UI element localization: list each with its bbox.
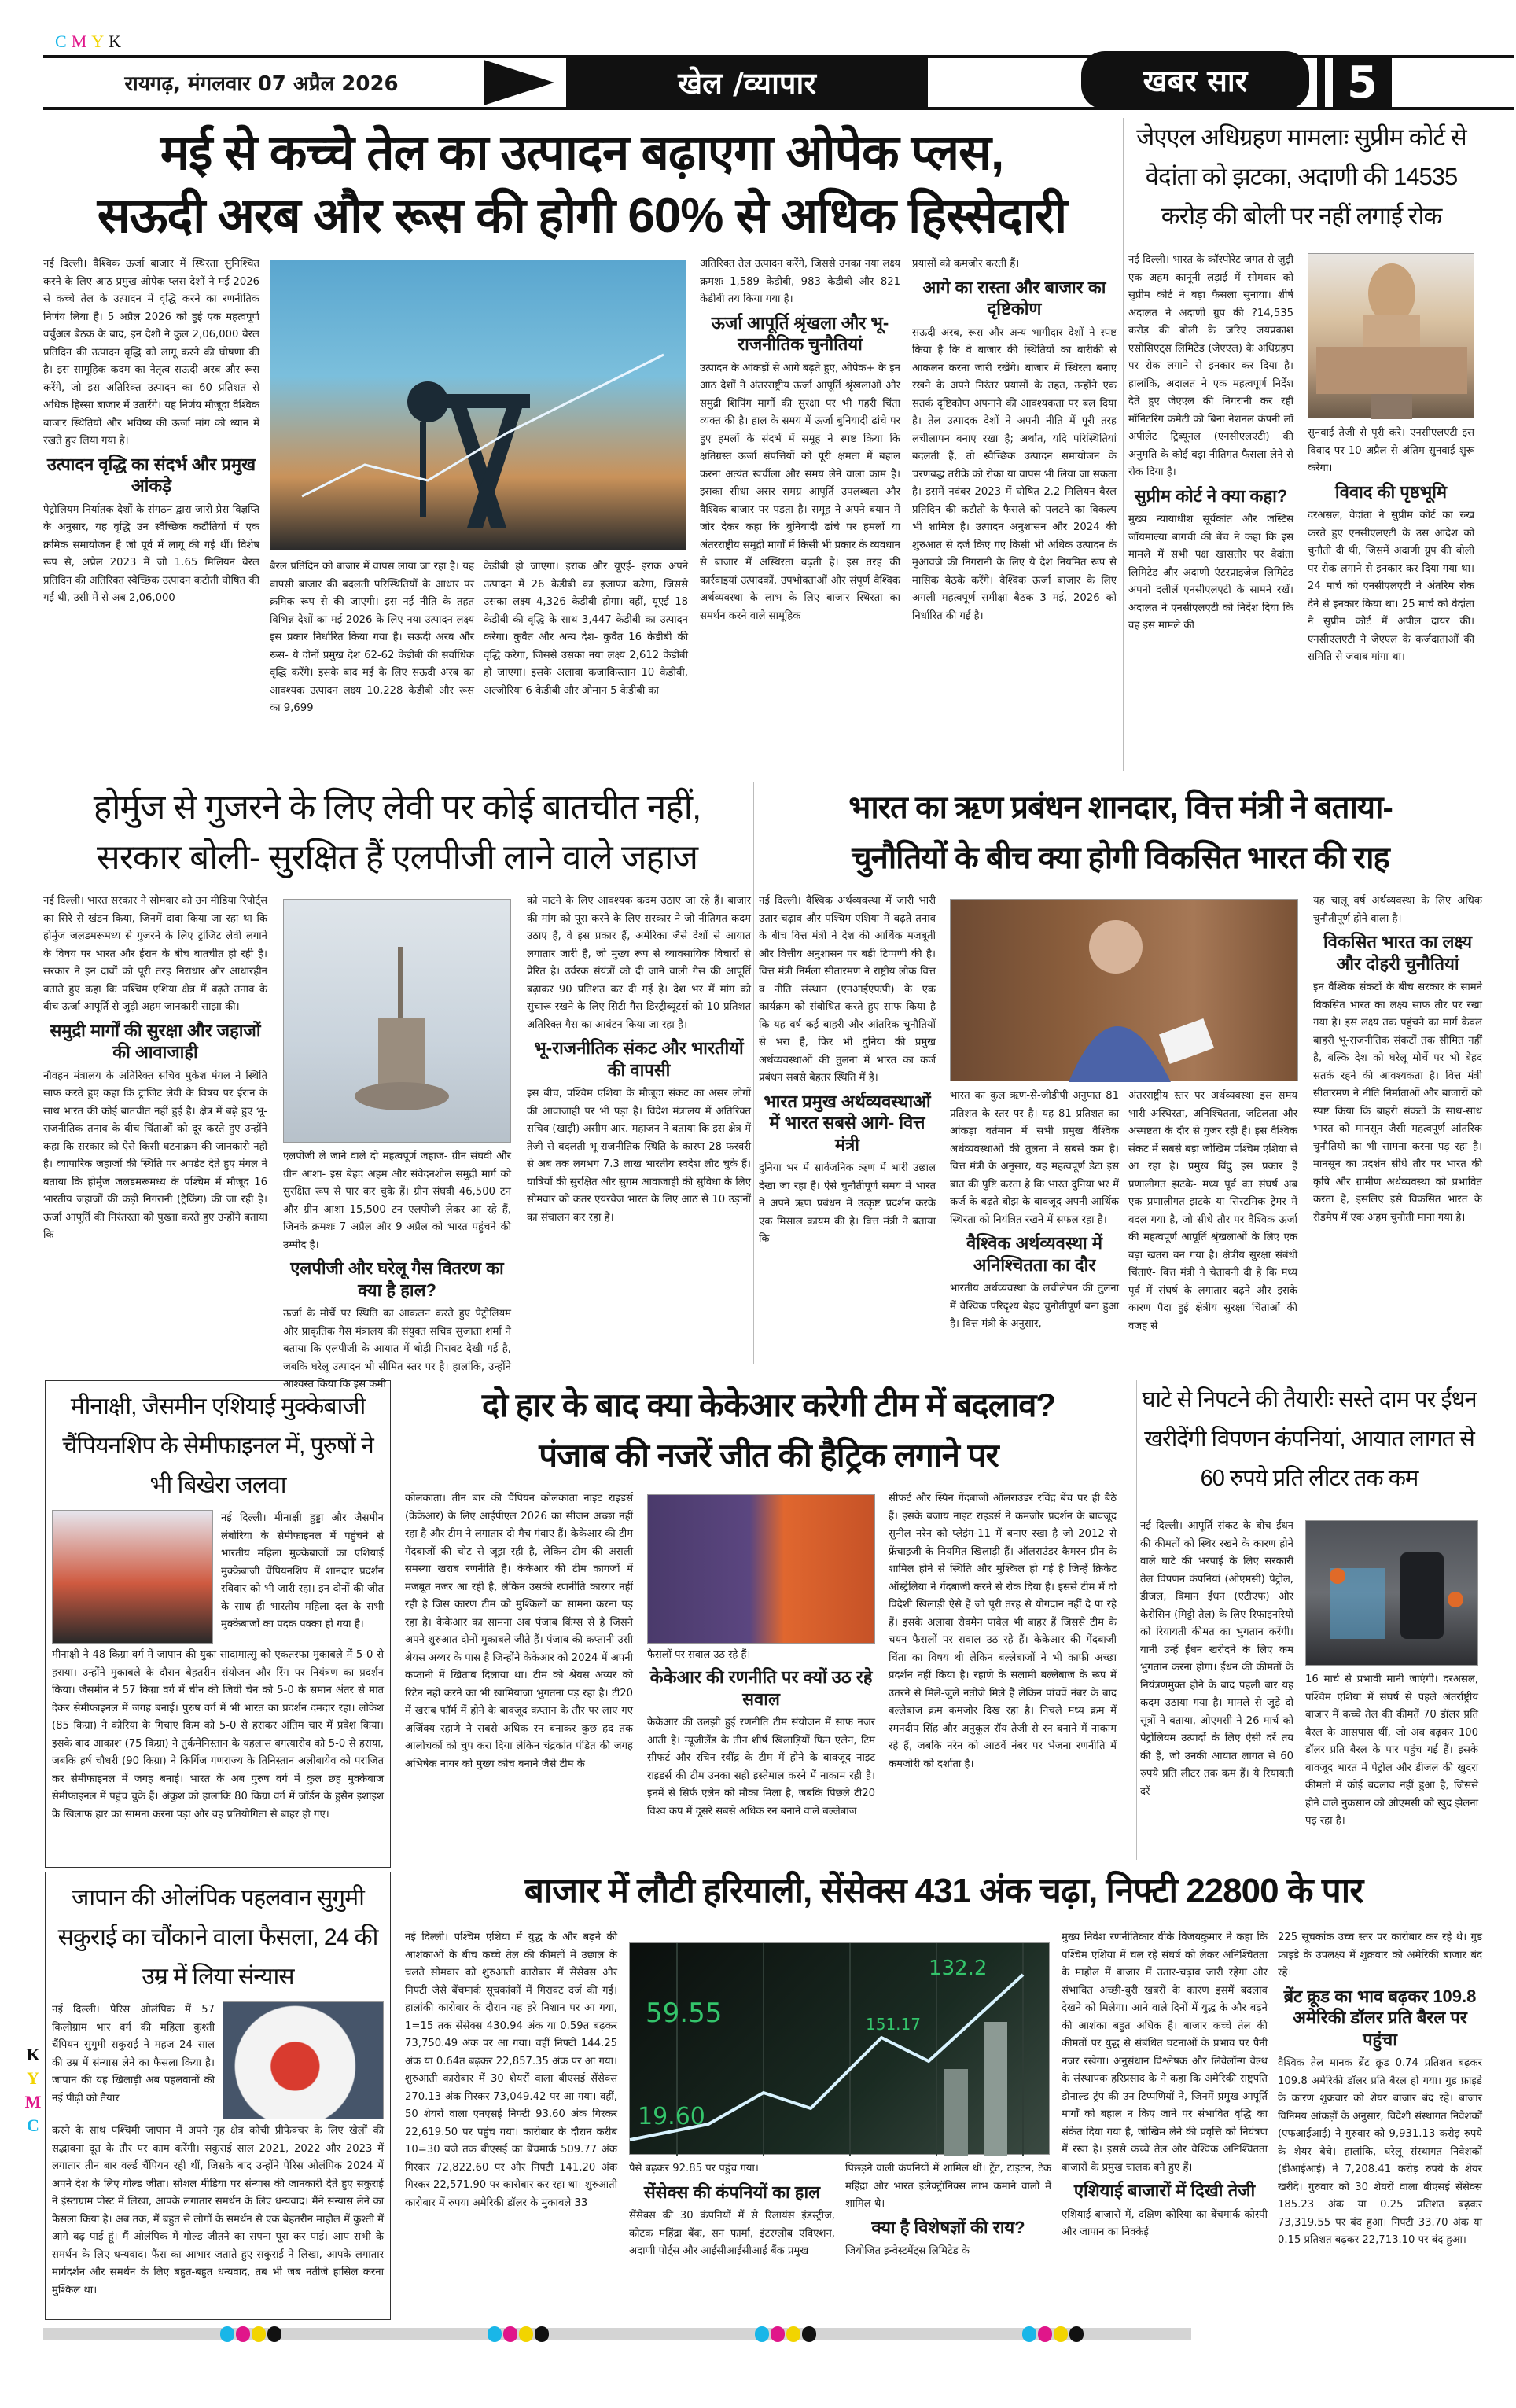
column — [647, 1648, 875, 1860]
headline: मीनाक्षी, जैसमीन एशियाई मुक्केबाजी चैंपियनशिप के सेमीफाइनल में, पुरुषों ने भी बिखेरा जलवा — [62, 1394, 373, 1498]
story-vedanta — [1128, 118, 1474, 771]
chart-label: 132.2 — [929, 1957, 988, 1980]
body-text: भारतीय अर्थव्यवस्था के लचीलेपन की तुलना में वैश्विक परिदृश्य बेहद चुनौतीपूर्ण बना हुआ है। वित्त मंत्री के अनुसार, — [950, 1283, 1119, 1330]
story-fuel — [1140, 1380, 1478, 1860]
cmyk-c: C — [27, 2115, 39, 2135]
column — [1140, 1518, 1293, 1860]
body-text: 225 सूचकांक उच्च स्तर पर कारोबार कर रहे थे। गुड फ्राइडे के उपलक्ष्य में शुक्रवार को अमेरिकी बाजार बंद रहे। — [1278, 1931, 1482, 1979]
body-text: प्रयासों को कमजोर करती हैं। — [912, 258, 1020, 270]
column — [950, 1088, 1119, 1364]
body-text: अंतरराष्ट्रीय स्तर पर अर्थव्यवस्था इस समय भारी अस्थिरता, अनिश्चितता, जटिलता और अस्पष्टता के दौर से गुजर रही है। इस वैश्विक संकट में सबसे बड़ा जोखिम पश्चिम एशिया से आ रहा है। प्रमुख बिंदु इस प्रकार हैं प्रणालीगत झटके- मध्य पूर्व का संघर्ष अब एक प्रणालीगत झटके या सिस्टमिक ट्रेमर में बदल गया है, जो सीधे तौर पर वैश्विक ऊर्जा की महत्वपूर्ण आपूर्ति श्रृंखलाओं के लिए एक बड़ा खतरा बन गया है। क्षेत्रीय सुरक्षा संबंधी चिंताएं- वित्त मंत्री ने चेतावनी दी है कि मध्य पूर्व में संघर्ष के लगातार बढ़ने और इसके कारण पैदा हुई क्षेत्रीय सुरक्षा चिंताओं की वजह से — [1128, 1090, 1297, 1332]
stock-chart-photo — [629, 1942, 1050, 2155]
story-sensex — [405, 1868, 1482, 2324]
subheading: आगे का रास्ता और बाजार का दृष्टिकोण — [922, 277, 1106, 318]
cmyk-y: Y — [27, 2068, 39, 2088]
wrestler-with-flag-photo — [223, 2001, 384, 2119]
body-text: अतिरिक्त तेल उत्पादन करेंगे, जिससे उनका नया लक्ष्य क्रमशः 1,589 केडीबी, 983 केडीबी और 821 केडीबी तय किया गया है। — [700, 258, 900, 305]
column — [629, 2160, 835, 2321]
divider — [1317, 58, 1325, 107]
subheading: उत्पादन वृद्धि का संदर्भ और प्रमुख आंकड़े — [46, 454, 256, 495]
body-text: इन वैश्विक संकटों के बीच सरकार के सामने विकसित भारत का लक्ष्य साफ तौर पर रखा गया है। इस लक्ष्य तक पहुंचने का मार्ग केवल बाहरी भू-राजनीतिक संकटों तक सीमित नहीं है, बल्कि देश को घरेलू मोर्चे पर भी बेहद सतर्क रहने की आवश्यकता है। वित्त मंत्री सीतारमण ने नीति निर्माताओं और बाजारों को स्पष्ट किया कि बाहरी संकटों के साथ-साथ भारत को मानसून जैसी महत्वपूर्ण आंतरिक चुनौतियों का भी सामना करना पड़ रहा है। मानसून का प्रदर्शन सीधे तौर पर भारत की कृषि और ग्रामीण अर्थव्यवस्था को प्रभावित करता है, इसलिए इसे विकसित भारत के रोडमैप में एक अहम चुनौती माना गया है। — [1313, 981, 1482, 1224]
column — [759, 893, 936, 1364]
chart-label: 19.60 — [638, 2103, 705, 2130]
subheading: वैश्विक अर्थव्यवस्था में अनिश्चितता का दौर — [966, 1233, 1103, 1275]
color-swatches — [1022, 2326, 1084, 2342]
oil-pump-photo — [270, 260, 686, 550]
warship-photo — [283, 899, 511, 1143]
date-line: रायगढ़, मंगलवार 07 अप्रैल 2026 — [124, 72, 399, 96]
court-building-icon — [1308, 254, 1475, 419]
column — [700, 256, 900, 775]
body-text: 16 मार्च से प्रभावी मानी जाएंगी। दरअसल, पश्चिम एशिया में संघर्ष से पहले अंतर्राष्ट्रीय बाजार में कच्चे तेल की कीमतें 70 डॉलर प्रति बैरल के आसपास थीं, जो अब बढ़कर 100 डॉलर प्रति बैरल के पार पहुंच गई हैं। इसके बावजूद भारत में पेट्रोल और डीजल की खुदरा कीमतों में कोई बदलाव नहीं हुआ है, जिससे होने वाले नुकसान को ओएमसी को खुद झेलना पड़ रहा है। — [1305, 1673, 1478, 1827]
subheading: एशियाई बाजारों में दिखी तेजी — [1073, 2181, 1256, 2200]
body-text: जियोजित इन्वेस्टमेंट्स लिमिटेड के — [845, 2245, 970, 2257]
headline: सरकार बोली- सुरक्षित हैं एलपीजी लाने वाले जहाज — [96, 838, 697, 877]
headline: जापान की ओलंपिक पहलवान सुगुमी सकुराई का चौंकाने वाला फैसला, 24 की उम्र में लिया संन्यास — [57, 1885, 378, 1990]
body-text: सीफर्ट और स्पिन गेंदबाजी ऑलराउंडर रविंद्र बेंच पर ही बैठे हैं। इसके बजाय नाइट राइडर्स ने कमजोर प्रदर्शन के बावजूद सुनील नरेन को प्लेइंग-11 में बनाए रखा है जो 2012 से फ्रेंचाइजी के नियमित खिलाड़ी हैं। ऑलराउंडर कैमरन ग्रीन के शामिल होने से स्थिति और मुश्किल हो गई है जिन्हें क्रिकेट ऑस्ट्रेलिया ने गेंदबाजी करने से रोक दिया है। इससे टीम में दो विदेशी खिलाड़ी ऐसे हैं जो पूरी तरह से योगदान नहीं दे पा रहे हैं। इसके अलावा रोवमैन पावेल भी बाहर हैं जिससे टीम के चयन फैसलों पर सवाल उठ रहे हैं। केकेआर की गेंदबाजी चिंता का विषय थी लेकिन बल्लेबाजों ने भी काफी अच्छा प्रदर्शन नहीं किया है। रहाणे के सलामी बल्लेबाज के रूप में उतरने से मिले-जुले नतीजे मिले हैं लेकिन पांचवें नंबर के बाद बल्लेबाज क्रम कमजोर दिख रहा है। निचले मध्य क्रम में रमनदीप सिंह और अनुकूल रॉय तेजी से रन बनाने में नाकाम रहे हैं, जबकि नरेन को आठवें नंबर पर भेजना रणनीति में कमजोरी को दर्शाता है। — [889, 1493, 1117, 1770]
column — [43, 893, 267, 1364]
color-swatches — [220, 2326, 281, 2342]
body-text: कोलकाता। तीन बार की चैंपियन कोलकाता नाइट राइडर्स (केकेआर) के लिए आईपीएल 2026 का सीजन अच्छा नहीं रहा है और टीम ने लगातार दो मैच गंवाए हैं। केकेआर की टीम गेंदबाजों की चोट से जूझ रही है, लेकिन टीम की असली समस्या खराब रणनीति है। केकेआर की टीम कागजों में मजबूत नजर आ रही है, लेकिन उसकी रणनीति कारगर नहीं रही है जिस कारण टीम को मुश्किलों का सामना करना पड़ रहा है। केकेआर का सामना अब पंजाब किंग्स से है जिसने अपने शुरुआत दोनों मुकाबले जीते हैं। पंजाब की कप्तानी उसी श्रेयस अय्यर के पास है जिन्होंने केकेआर को 2024 में अपनी कप्तानी में खिताब दिलाया था। टीम को श्रेयस अय्यर को रिटेन नहीं करने का भी खामियाजा भुगतना पड़ रहा है। टी20 में खराब फॉर्म में होने के बावजूद कप्तान के तौर पर लाए गए अजिंक्य रहाणे ने सबसे अधिक रन बनाकर कुछ हद तक आलोचकों को चुप करा दिया लेकिन चंद्रकांत पंडित की जगह अभिषेक नायर को मुख्य कोच बनाने जैसे टीम के — [405, 1493, 633, 1770]
body-text: सेंसेक्स की 30 कंपनियों में से रिलायंस इंडस्ट्रीज, कोटक महिंद्रा बैंक, सन फार्मा, इंटरग्लोब एविएशन, अदाणी पोर्ट्स और आईसीआईसीआई बैंक प्रमुख — [629, 2210, 835, 2257]
subheading: विवाद की पृष्ठभूमि — [1334, 481, 1448, 502]
body-text: केकेआर की उलझी हुई रणनीति टीम संयोजन में साफ नजर आती है। न्यूजीलैंड के तीन शीर्ष खिलाड़ियों फिन एलेन, टिम सीफर्ट और रचिन रवींद्र के टीम में होने के बावजूद नाइट राइडर्स की टीम उनका सही इस्तेमाल करने में नाकाम रही है। इनमें से सिर्फ एलेन को मौका मिला है, जबकि पिछले टी20 विश्व कप में दूसरे सबसे अधिक रन बनाने वाले बल्लेबाज — [647, 1717, 875, 1817]
headline: घाटे से निपटने की तैयारीः सस्ते दाम पर ईंधन खरीदेंगी विपणन कंपनियां, आयात लागत से 60 रुपये प्रति लीटर तक कम — [1142, 1387, 1477, 1491]
column — [1278, 1929, 1482, 2322]
subheading: समुद्री मार्गों की सुरक्षा और जहाजों की आवाजाही — [50, 1020, 261, 1062]
body-text: नई दिल्ली। पेरिस ओलंपिक में 57 किलोग्राम भार वर्ग की महिला कुश्ती चैंपियन सुगुमी सकुराई ने महज 24 साल की उम्र में संन्यास लेने का फैसला किया है। जापान की यह खिलाड़ी अब पहलवानों की नई पीढ़ी को तैयार — [52, 2004, 215, 2104]
chart-label: 59.55 — [646, 1997, 723, 2029]
story-kkr — [405, 1380, 1132, 1860]
column — [889, 1490, 1117, 1860]
body-text: नौवहन मंत्रालय के अतिरिक्त सचिव मुकेश मंगल ने स्थिति साफ करते हुए कहा कि ट्रांजिट लेवी के विषय पर ईरान के साथ भारत की कोई बातचीत नहीं हुई है। क्षेत्र में बढ़े हुए भू-राजनीतिक तनाव के बीच चिंताओं को दूर करते हुए उन्होंने कहा कि सरकार को ऐसे किसी घटनाक्रम की जानकारी नहीं है। व्यापारिक जहाजों की स्थिति पर अपडेट देते हुए मंगल ने बताया कि होर्मुज जलडमरूमध्य के पश्चिम में मौजूद 16 भारतीय जहाजों की कड़ी निगरानी (ट्रैकिंग) की जा रही है। ऊर्जा आपूर्ति की निरंतरता को पुख्ता करते हुए उन्होंने बताया कि — [43, 1070, 267, 1241]
finance-minister-photo — [950, 899, 1298, 1081]
headline: जेएएल अधिग्रहण मामलाः सुप्रीम कोर्ट से वेदांता को झटका, अदाणी की 14535 करोड़ की बोली पर नहीं लगाई रोक — [1136, 123, 1466, 230]
speaker-icon — [951, 900, 1299, 1082]
oil-barrel-photo — [1305, 1520, 1478, 1666]
story-boxing — [45, 1380, 391, 1868]
body-text: मुख्य न्यायाधीश सूर्यकांत और जस्टिस जॉयमाल्या बागची की बेंच ने कहा कि इस मामले में सभी पक्ष खासतौर पर वेदांता लिमिटेड और अदाणी एंटरप्राइजेज लिमिटेड अपनी दलीलें एनसीएलएटी के सामने रखें। अदालत ने एनसीएलएटी को निर्देश दिया कि वह इस मामले की — [1128, 514, 1293, 631]
headline: दो हार के बाद क्या केकेआर करेगी टीम में बदलाव? — [481, 1386, 1056, 1423]
column — [1128, 252, 1293, 767]
body-text: उत्पादन के आंकड़ों से आगे बढ़ते हुए, ओपेक+ के इन आठ देशों ने अंतरराष्ट्रीय ऊर्जा आपूर्ति श्रृंखलाओं और समुद्री शिपिंग मार्गों की सुरक्षा पर भी गहरी चिंता व्यक्त की है। हाल के समय में ऊर्जा बुनियादी ढांचे पर हुए हमलों के संदर्भ में समूह ने स्पष्ट किया कि क्षतिग्रस्त ऊर्जा संपत्तियों को पूरी क्षमता में बहाल करना अत्यंत खर्चीला और समय लेने वाला काम है। इसका सीधा असर समग्र आपूर्ति उपलब्धता और वैश्विक बाजार पर पड़ता है। समूह ने अपने बयान में जोर देकर कहा कि बुनियादी ढांचे पर हमलों या अंतरराष्ट्रीय समुद्री मार्गों में किसी भी प्रकार के व्यवधान से बाजार में अस्थिरता बढ़ती है। इस तरह की कार्रवाइयां उत्पादकों, उपभोक्ताओं और संपूर्ण वैश्विक अर्थव्यवस्था के लाभ के लिए बाजार स्थिरता का समर्थन करने वाले सामूहिक — [700, 362, 900, 622]
body-text: नई दिल्ली। मीनाक्षी हुड्डा और जैसमीन लंबोरिया के सेमीफाइनल में पहुंचने से भारतीय महिला मुक्केबाजों का एशियाई मुक्केबाजी चैंपियनशिप में शानदार प्रदर्शन रविवार को भी जारी रहा। इन दोनों की जीत के साथ ही भारतीय महिला दल के सभी मुक्केबाजों का पदक पक्का हो गया है। — [221, 1512, 384, 1630]
subheading: भारत प्रमुख अर्थव्यवस्थाओं में भारत सबसे आगे- वित्त मंत्री — [764, 1091, 931, 1154]
headline: बाजार में लौटी हरियाली, सेंसेक्स 431 अंक चढ़ा, निफ्टी 22800 के पार — [524, 1872, 1363, 1910]
headline: होर्मुज से गुजरने के लिए लेवी पर कोई बातचीत नहीं, — [93, 788, 701, 827]
body-text: दुनिया भर में सार्वजनिक ऋण में भारी उछाल देखा जा रहा है। ऐसे चुनौतीपूर्ण समय में भारत ने अपने ऋण प्रबंधन में उत्कृष्ट प्रदर्शन करके एक मिसाल कायम की है। वित्त मंत्री ने बताया कि — [759, 1162, 936, 1245]
headline: भारत का ऋण प्रबंधन शानदार, वित्त मंत्री ने बताया- — [848, 790, 1393, 825]
headline: चुनौतियों के बीच क्या होगी विकसित भारत की राह — [852, 841, 1389, 875]
column — [1062, 1929, 1268, 2322]
body-text: केडीबी हो जाएगा। इराक और यूएई- इराक अपने उत्पादन में 26 केडीबी का इजाफा करेगा, जिससे उसका लक्ष्य 4,326 केडीबी होगा। वहीं, यूएई 18 केडीबी की वृद्धि के साथ 3,447 केडीबी का उत्पादन करेगा। कुवैत और अन्य देश- कुवैत 16 केडीबी की वृद्धि करेगा, जिससे उसका नया लक्ष्य 2,612 केडीबी हो जाएगा। इसके अलावा कजाकिस्तान 10 केडीबी, अल्जीरिया 6 केडीबी और ओमान 5 केडीबी का — [484, 561, 688, 697]
subheading: विकसित भारत का लक्ष्य और दोहरी चुनौतियां — [1323, 932, 1473, 974]
color-swatches — [488, 2326, 549, 2342]
ship-icon — [284, 900, 512, 1143]
cmyk-k: K — [26, 2045, 40, 2064]
column — [1128, 1088, 1297, 1364]
body-text: मीनाक्षी ने 48 किग्रा वर्ग में जापान की युका सादामात्सु को एकतरफा मुकाबले में 5-0 से हराया। उन्होंने मुकाबले के दौरान बेहतरीन संयोजन और रिंग पर नियंत्रण का प्रदर्शन किया। जैसमीन ने 57 किग्रा वर्ग में चीन की जियी चेन को 5-0 के समान अंतर से मात देकर सेमीफाइनल में जगह बनाई। पुरुष वर्ग में भी भारत का प्रदर्शन दमदार रहा। लोकेश (85 किग्रा) ने कोरिया के गिचाए किम को 5-0 से हराकर अंतिम चार में प्रवेश किया। इसके बाद आकाश (75 किग्रा) ने तुर्कमेनिस्तान के यहलास बगत्यारोव को 5-0 से हराया, जबकि हर्ष चौधरी (90 किग्रा) ने किर्गिज गणराज्य के तिनिस्तान अलीबायेव को पराजित कर सेमीफाइनल में जगह बनाई। भारत के अब पुरुष वर्ग में कुल छह मुक्केबाज सेमीफाइनल में पहुंच चुके हैं। अंकुश को हालांकि 80 किग्रा वर्ग में जॉर्डन के हुसैन इशाइश के खिलाफ हार का सामना करना पड़ा और वह प्रतियोगिता से बाहर हो गए। — [52, 1649, 384, 1821]
subheading: एलपीजी और घरेलू गैस वितरण का क्या है हाल? — [290, 1258, 504, 1300]
body-text: ऊर्जा के मोर्चे पर स्थिति का आकलन करते हुए पेट्रोलियम और प्राकृतिक गैस मंत्रालय की संयुक्त सचिव सुजाता शर्मा ने बताया कि एलपीजी के आयात में थोड़ी गिरावट देखी गई है, जबकि घरेलू उत्पादन भी सीमित स्तर पर है। हालांकि, उन्होंने आश्वस्त किया कि इस कमी — [283, 1308, 511, 1390]
column — [527, 893, 751, 1364]
body-text: पैसे बढ़कर 92.85 पर पहुंच गया। — [629, 2163, 759, 2174]
oil-pump-icon — [270, 260, 687, 551]
cmyk-m: M — [24, 2092, 42, 2112]
body-text: इस बीच, पश्चिम एशिया के मौजूदा संकट का असर लोगों की आवाजाही पर भी पड़ा है। विदेश मंत्रालय में अतिरिक्त सचिव (खाड़ी) असीम आर. महाजन ने बताया कि इस क्षेत्र में तेजी से बदलती भू-राजनीतिक स्थिति के कारण 28 फरवरी से अब तक लगभग 7.3 लाख भारतीय स्वदेश लौट चुके हैं। यात्रियों की सुरक्षित और सुगम आवाजाही की सुविधा के लिए सोमवार को कतर एयरवेज भारत के लिए आठ से 10 उड़ानों का संचालन कर रहा है। — [527, 1088, 751, 1224]
body-text: सुनवाई तेजी से पूरी करे। एनसीएलएटी इस विवाद पर 10 अप्रैल से अंतिम सुनवाई शुरू करेगा। — [1308, 427, 1474, 474]
cmyk-c: C — [55, 31, 72, 51]
body-text: नई दिल्ली। वैश्विक अर्थव्यवस्था में जारी भारी उतार-चढ़ाव और पश्चिम एशिया में बढ़ते तनाव के बीच वित्त मंत्री ने देश की आर्थिक मजबूती और वित्तीय अनुशासन पर बड़ी टिप्पणी की है। वित्त मंत्री निर्मला सीतारमण ने राष्ट्रीय लोक वित्त व नीति संस्थान (एनआईएफपी) के एक कार्यक्रम को संबोधित करते हुए साफ किया है कि यह वर्ष कई बाहरी और आंतरिक चुनौतियों से भरा है, फिर भी दुनिया की प्रमुख अर्थव्यवस्थाओं की तुलना में भारत का कर्ज प्रबंधन सबसे बेहतर स्थिति में है। — [759, 895, 936, 1084]
cmyk-m: M — [71, 31, 92, 51]
column — [1305, 1671, 1478, 1860]
body-text: बैरल प्रतिदिन को बाजार में वापस लाया जा रहा है। यह वापसी बाजार की बदलती परिस्थितियों के आधार पर क्रमिक रूप से की जाएगी। इस नई नीति के तहत विभिन्न देशों का मई 2026 के लिए नया उत्पादन लक्ष्य इस प्रकार निर्धारित किया गया है। सऊदी अरब और रूस- ये दोनों प्रमुख देश 62-62 केडीबी की सर्वाधिक वृद्धि करेंगे। इसके बाद मई के लिए सऊदी अरब का आवश्यक उत्पादन लक्ष्य 10,228 केडीबी और रूस का 9,699 — [270, 561, 474, 714]
cmyk-side-mark — [24, 2045, 42, 2136]
body-text: सऊदी अरब, रूस और अन्य भागीदार देशों ने स्पष्ट किया है कि वे बाजार की स्थितियों का बारीकी से आकलन करना जारी रखेंगे। बाजार में स्थिरता बनाए रखने के अपने निरंतर प्रयासों के तहत, उन्होंने एक सतर्क दृष्टिकोण अपनाने की आवश्यकता पर बल दिया है। तेल उत्पादक देशों ने अपनी नीति में पूरी तरह लचीलापन बनाए रखा है; अर्थात, यदि परिस्थितियां बदलती हैं, तो स्वैच्छिक उत्पादन समायोजन के चरणबद्ध तरीके को रोका या वापस भी लिया जा सकता है। इसमें नवंबर 2023 में घोषित 2.2 मिलियन बैरल प्रतिदिन की कटौती के फैसले को पलटने का विकल्प भी शामिल है। उत्पादन अनुशासन और 2024 की शुरुआत से दर्ज किए गए किसी भी अधिक उत्पादन के मुआवजे की निगरानी के लिए ये देश नियमित रूप से मासिक बैठकें करेंगे। वैश्विक ऊर्जा बाजार के लिए अगली महत्वपूर्ण समीक्षा बैठक 3 मई, 2026 को निर्धारित की गई है। — [912, 326, 1117, 622]
column — [405, 1490, 633, 1860]
kkr-players-photo — [647, 1494, 875, 1644]
column — [1308, 425, 1474, 767]
body-text: नई दिल्ली। भारत सरकार ने सोमवार को उन मीडिया रिपोर्ट्स का सिरे से खंडन किया, जिनमें दावा किया जा रहा था कि होर्मुज जलडमरूमध्य से गुजरने के लिए ट्रांजिट लेवी लगाने के विषय पर भारत और ईरान के बीच बातचीत हो रही है। सरकार ने इन दावों को पूरी तरह निराधार और आधारहीन बताते हुए कहा कि पश्चिम एशिया क्षेत्र में बढ़ते तनाव के बीच ऊर्जा आपूर्ति से जुड़ी अहम जानकारी साझा की। — [43, 895, 267, 1013]
page-number: 5 — [1333, 58, 1392, 107]
body-text: नई दिल्ली। पश्चिम एशिया में युद्ध के और बढ़ने की आशंकाओं के बीच कच्चे तेल की कीमतों में उछाल के चलते सोमवार को शुरुआती कारोबार में सेंसेक्स और निफ्टी जैसे बेंचमार्क सूचकांकों में गिरावट दर्ज की गई। हालांकी कारोबार के दौरान यह हरे निशान पर आ गया, 1=15 तक सेंसेक्स 430.94 अंक या 0.59त बढ़कर 73,750.49 अंक पर आ गया। वहीं निफ्टी 144.25 अंक या 0.64त बढ़कर 22,857.35 अंक पर आ गया। शुरुआती कारोबार में 30 शेयरों वाला बीएसई सेंसेक्स 270.13 अंक गिरकर 73,049.42 पर आ गया। वहीं, 50 शेयरों वाला एनएसई निफ्टी 93.60 अंक गिरकर 22,619.50 पर पहुंच गया। कारोबार के दौरान करीब 10=30 बजे तक बीएसई का बेंचमार्क 509.77 अंक गिरकर 72,822.60 पर और निफ्टी 141.20 अंक गिरकर 22,571.90 पर कारोबार कर रहा था। शुरुआती कारोबार में रुपया अमेरिकी डॉलर के मुकाबले 33 — [405, 1931, 617, 2209]
body-text: भारत का कुल ऋण-से-जीडीपी अनुपात 81 प्रतिशत के स्तर पर है। यह 81 प्रतिशत का आंकड़ा वर्तमान में सभी प्रमुख वैश्विक अर्थव्यवस्थाओं की तुलना में सबसे कम है। वित्त मंत्री के अनुसार, यह महत्वपूर्ण डेटा इस बात की पुष्टि करता है कि भारत दुनिया भर में कर्ज के बढ़ते बोझ के बावजूद अपनी आर्थिक स्थिरता को नियंत्रित रखने में सफल रहा है। — [950, 1090, 1119, 1226]
body-text: मुख्य निवेश रणनीतिकार वीके विजयकुमार ने कहा कि पश्चिम एशिया में चल रहे संघर्ष को लेकर अनिश्चितता के माहौल में बाजार में उतार-चढ़ाव जारी रहेगा और संभावित अच्छी-बुरी खबरों के कारण इसमें बदलाव देखने को मिलेगा। आने वाले दिनों में युद्ध के और बढ़ने की आशंका बहुत अधिक है। बाजार कच्चे तेल की कीमतों पर युद्ध से संबंधित घटनाओं के प्रभाव पर पैनी नजर रखेगा। अनुसंधान विश्लेषक और लिवेलॉन्ग वेल्थ के संस्थापक हरिप्रसाद के ने कहा कि अमेरिकी राष्ट्रपति डोनाल्ड ट्रंप की उन टिप्पणियों ने, जिनमें प्रमुख आपूर्ति मार्गों को बहाल न किए जाने पर संभावित वृद्धि का संकेत दिया गया है, जोखिम लेने की प्रवृत्ति को नियंत्रण में रखा है। इससे कच्चे तेल और वैश्विक अनिश्चितता बाजारों के प्रमुख चालक बने हुए हैं। — [1062, 1931, 1268, 2174]
column — [912, 256, 1117, 775]
print-color-bar — [43, 2328, 1191, 2340]
column — [405, 1929, 617, 2322]
body-text: नई दिल्ली। आपूर्ति संकट के बीच ईंधन की कीमतों को स्थिर रखने के कारण होने वाले घाटे की भरपाई के लिए सरकारी तेल विपणन कंपनियां (ओएमसी) पेट्रोल, डीजल, विमान ईंधन (एटीएफ) और केरोसिन (मिट्टी तेल) के लिए रिफाइनरियों को रियायती कीमत का भुगतान करेंगी। यानी उन्हें ईंधन खरीदने के लिए कम भुगतान करना होगा। ईंधन की कीमतों के नियंत्रणमुक्त होने के बाद पहली बार यह कदम उठाया गया है। मामले से जुड़े दो सूत्रों ने बताया, ओएमसी ने 26 मार्च को पेट्रोलियम उत्पादों के लिए ऐसी दरें तय की हैं, जो उनकी आयात लागत से 60 रुपये प्रति लीटर तक कम हैं। ये रियायती दरें — [1140, 1520, 1293, 1798]
column — [270, 558, 474, 775]
headline: पंजाब की नजरें जीत की हैट्रिक लगाने पर — [539, 1437, 999, 1474]
chart-label: 151.17 — [866, 2015, 921, 2034]
body-text: यह चालू वर्ष अर्थव्यवस्था के लिए अधिक चुनौतीपूर्ण होने वाला है। — [1313, 895, 1482, 925]
story-opec — [43, 122, 1120, 775]
body-text: नई दिल्ली। वैश्विक ऊर्जा बाजार में स्थिरता सुनिश्चित करने के लिए आठ प्रमुख ओपेक प्लस देशों ने मई 2026 से कच्चे तेल के उत्पादन में वृद्धि करने का रणनीतिक निर्णय लिया है। 5 अप्रैल 2026 को हुई एक महत्वपूर्ण वर्चुअल बैठक के बाद, इन देशों ने कुल 2,06,000 बैरल प्रतिदिन की उत्पादन वृद्धि को लागू करने की घोषणा की है। इस सामूहिक कदम का नेतृत्व सऊदी अरब और रूस करेंगे, जो इस अतिरिक्त उत्पादन का 60 प्रतिशत से अधिक हिस्सा बाजार में उतारेंगे। यह निर्णय मौजूदा वैश्विक बाजार स्थितियों और भविष्य की ऊर्जा मांग को ध्यान में रखते हुए लिया गया है। — [43, 258, 259, 447]
body-text: पेट्रोलियम निर्यातक देशों के संगठन द्वारा जारी प्रेस विज्ञप्ति के अनुसार, यह वृद्धि उन स्वैच्छिक कटौतियों में एक क्रमिक समायोजन है जो पूर्व में लागू की गई थीं। विशेष रूप से, अप्रैल 2023 में जो 1.65 मिलियन बैरल प्रतिदिन की अतिरिक्त स्वैच्छिक उत्पादन कटौती घोषित की गई थी, उसी में से अब 2,06,000 — [43, 503, 259, 604]
stock-trend-icon — [630, 1943, 1051, 2156]
story-sakurai — [45, 1872, 391, 2320]
subheading: ऊर्जा आपूर्ति श्रृंखला और भू-राजनीतिक चुनौतियां — [711, 312, 889, 354]
color-swatches — [755, 2326, 816, 2342]
story-debt — [759, 782, 1482, 1364]
body-text: एलपीजी ले जाने वाले दो महत्वपूर्ण जहाज- ग्रीन संघवी और ग्रीन आशा- इस बेहद अहम और संवेदनशील समुद्री मार्ग को सुरक्षित रूप से पार कर चुके हैं। ग्रीन संघवी 46,500 टन और ग्रीन आशा 15,500 टन एलपीजी लेकर आ रहे हैं, जिनके क्रमशः 7 अप्रैल और 9 अप्रैल को भारत पहुंचने की उम्मीद है। — [283, 1151, 511, 1251]
photo-caption: फैसलों पर सवाल उठ रहे हैं। — [647, 1649, 751, 1661]
subheading: सुप्रीम कोर्ट ने क्या कहा? — [1134, 485, 1288, 506]
story-hormuz — [43, 782, 751, 1390]
boxers-team-photo — [52, 1510, 213, 1644]
body-text: वैश्विक तेल मानक ब्रेंट क्रूड 0.74 प्रतिशत बढ़कर 109.8 अमेरिकी डॉलर प्रति बैरल हो गया। गुड फ्राइडे के कारण शुक्रवार को शेयर बाजार बंद रहे। बाजार विनिमय आंकड़ों के अनुसार, विदेशी संस्थागत निवेशकों (एफआईआई) ने गुरुवार को 9,931.13 करोड़ रुपये के शेयर बेचे। हालांकि, घरेलू संस्थागत निवेशकों (डीआईआई) ने 7,208.41 करोड़ रुपये के शेयर खरीदे। गुरुवार को 30 शेयरों वाला बीएसई सेंसेक्स 185.23 अंक या 0.25 प्रतिशत बढ़कर 73,319.55 पर बंद हुआ। निफ्टी 33.70 अंक या 0.15 प्रतिशत बढ़कर 22,713.10 पर बंद हुआ। — [1278, 2057, 1482, 2246]
body-text: को पाटने के लिए आवश्यक कदम उठाए जा रहे हैं। बाजार की मांग को पूरा करने के लिए सरकार ने जो नीतिगत कदम उठाए हैं, वे इस प्रकार हैं, अमेरिका जैसे देशों से आयात लगातार जारी है, जो मुख्य रूप से व्यावसायिक विचारों से प्रेरित है। उर्वरक संयंत्रों को दी जाने वाली गैस की आपूर्ति बढ़ाकर 90 प्रतिशत कर दी गई है। देश भर में मांग को सुचारू रखने के लिए सिटी गैस डिस्ट्रीब्यूटर्स को 10 प्रतिशत अतिरिक्त गैस का आवंटन किया जा रहा है। — [527, 895, 751, 1031]
subheading: ब्रेंट क्रूड का भाव बढ़कर 109.8 अमेरिकी डॉलर प्रति बैरल पर पहुंचा — [1283, 1986, 1477, 2049]
section-title: खेल /व्यापार — [566, 58, 928, 107]
headline: सऊदी अरब और रूस की होगी 60% से अधिक हिस्सेदारी — [97, 189, 1067, 243]
cmyk-k: K — [109, 31, 127, 51]
brand-pill: खबर सार — [1081, 51, 1309, 109]
cmyk-y: Y — [91, 31, 109, 51]
arrow-icon — [480, 58, 566, 107]
body-text: पिछड़ने वाली कंपनियों में शामिल थीं। ट्रेंट, टाइटन, टेक महिंद्रा और भारत इलेक्ट्रॉनिक्स लाभ कमाने वालों में शामिल थे। — [845, 2163, 1051, 2210]
column-rule — [753, 782, 754, 1364]
subheading: सेंसेक्स की कंपनियों का हाल — [643, 2182, 821, 2202]
column-rule — [1123, 118, 1124, 771]
supreme-court-photo — [1308, 253, 1474, 418]
column — [43, 256, 259, 775]
body-text: दरअसल, वेदांता ने सुप्रीम कोर्ट का रुख करते हुए एनसीएलएटी के उस आदेश को चुनौती दी थी, जिसमें अदाणी ग्रुप की बोली पर रोक लगाने से इनकार कर दिया गया था। 24 मार्च को एनसीएलएटी ने अंतरिम रोक देने से इनकार किया था। 25 मार्च को वेदांता ने सुप्रीम कोर्ट में अपील दायर की। एनसीएलएटी ने जेएएल के कर्जदाताओं की समिति से जवाब मांगा था। — [1308, 510, 1474, 663]
column-rule — [1136, 1380, 1137, 1860]
headline: मई से कच्चे तेल का उत्पादन बढ़ाएगा ओपेक प्लस, — [160, 126, 1004, 180]
column — [845, 2160, 1051, 2321]
oil-barrel-icon — [1306, 1521, 1479, 1666]
body-text: एशियाई बाजारों में, दक्षिण कोरिया का बेंचमार्क कोस्पी और जापान का निक्केई — [1062, 2208, 1268, 2238]
column — [283, 1148, 511, 1390]
cmyk-registration-mark — [55, 31, 126, 52]
subheading: क्या है विशेषज्ञों की राय? — [871, 2217, 1025, 2237]
column — [484, 558, 688, 775]
subheading: भू-राजनीतिक संकट और भारतीयों की वापसी — [534, 1038, 744, 1080]
column — [1313, 893, 1482, 1364]
body-text: नई दिल्ली। भारत के कॉरपोरेट जगत से जुड़ी एक अहम कानूनी लड़ाई में सोमवार को सुप्रीम कोर्ट ने बड़ा फैसला सुनाया। शीर्ष अदालत ने अदाणी ग्रुप की ?14,535 करोड़ की बोली के जरिए जयप्रकाश एसोसिएट्स लिमिटेड (जेएएल) के अधिग्रहण पर रोक लगाने से इनकार कर दिया है। हालांकि, अदालत ने एक महत्वपूर्ण निर्देश देते हुए जेएएल की निगरानी कर रही मॉनिटरिंग कमेटी को बिना नेशनल कंपनी लॉ अपीलेट ट्रिब्यूनल (एनसीएलएटी) की अनुमति के कोई बड़ा नीतिगत फैसला लेने से रोक दिया है। — [1128, 254, 1293, 478]
page-masthead — [43, 55, 1514, 110]
subheading: केकेआर की रणनीति पर क्यों उठ रहे सवाल — [649, 1667, 873, 1709]
body-text: करने के साथ पश्चिमी जापान में अपने गृह क्षेत्र कोची प्रीफेक्चर के लिए खेलों की सद्भावना दूत के तौर पर काम करेंगी। सकुराई साल 2021, 2022 और 2023 में लगातार तीन बार वर्ल्ड चैंपियन रही थीं, जिसके बाद उन्होंने पेरिस ओलंपिक 2024 में अपने देश के लिए गोल्ड जीता। सोशल मीडिया पर संन्यास की जानकारी देते हुए सकुराई ने इंस्टाग्राम पोस्ट में लिखा, आपके लगातार समर्थन के लिए धन्यवाद। मैंने संन्यास लेने का फैसला किया है। अब तक, मैं बहुत से लोगों के समर्थन से एक बेहतरीन माहौल में कुश्ती में आगे बढ़ पाई हूं। मैं ओलंपिक में गोल्ड जीतने का सपना पूरा कर पाई। आप सभी के समर्थन के लिए धन्यवाद। फैंस का आभार जताते हुए सकुराई ने लिखा, आपके लगातार मार्गदर्शन और समर्थन के लिए बहुत-बहुत धन्यवाद, तब भी जब नतीजे हासिल करना मुश्किल था। — [52, 2125, 384, 2296]
